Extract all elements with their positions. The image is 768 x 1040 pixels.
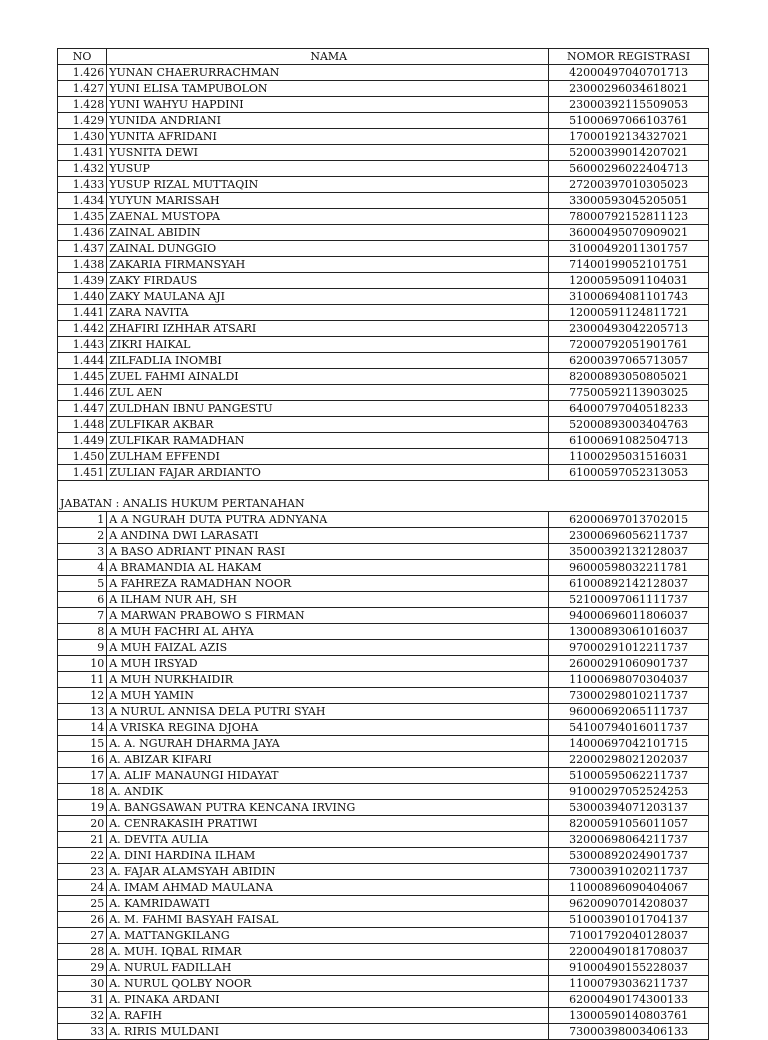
table-row	[58, 944, 709, 960]
registration-sheet	[57, 48, 709, 1040]
table-row	[58, 193, 709, 209]
row-no: 16	[58, 752, 107, 768]
row-nama: YUNITA AFRIDANI	[107, 129, 549, 145]
row-no: 1.436	[58, 225, 107, 241]
row-no: 6	[58, 592, 107, 608]
row-no: 7	[58, 608, 107, 624]
row-nomor-registrasi: 51000390101704137	[549, 912, 709, 928]
table-row	[58, 592, 709, 608]
row-no: 21	[58, 832, 107, 848]
row-nama: YUNAN CHAERURRACHMAN	[107, 65, 549, 81]
row-no: 15	[58, 736, 107, 752]
row-no: 25	[58, 896, 107, 912]
row-nama: A VRISKA REGINA DJOHA	[107, 720, 549, 736]
table-row	[58, 976, 709, 992]
row-nama: ZULHAM EFFENDI	[107, 449, 549, 465]
row-nama: A FAHREZA RAMADHAN NOOR	[107, 576, 549, 592]
row-nomor-registrasi: 23000493042205713	[549, 321, 709, 337]
row-nomor-registrasi: 51000697066103761	[549, 113, 709, 129]
row-nama: A. MUH. IQBAL RIMAR	[107, 944, 549, 960]
registration-table	[57, 48, 709, 1040]
row-nama: A. ANDIK	[107, 784, 549, 800]
row-nomor-registrasi: 13000590140803761	[549, 1008, 709, 1024]
table-row	[58, 433, 709, 449]
row-nomor-registrasi: 31000492011301757	[549, 241, 709, 257]
row-no: 28	[58, 944, 107, 960]
row-nomor-registrasi: 11000698070304037	[549, 672, 709, 688]
table-row	[58, 832, 709, 848]
row-no: 1.440	[58, 289, 107, 305]
row-no: 32	[58, 1008, 107, 1024]
row-nama: YUSUP RIZAL MUTTAQIN	[107, 177, 549, 193]
table-row	[58, 465, 709, 481]
row-nama: A BASO ADRIANT PINAN RASI	[107, 544, 549, 560]
row-nomor-registrasi: 11000295031516031	[549, 449, 709, 465]
row-nama: A MARWAN PRABOWO S FIRMAN	[107, 608, 549, 624]
row-nama: YUSNITA DEWI	[107, 145, 549, 161]
row-nomor-registrasi: 91000297052524253	[549, 784, 709, 800]
row-nama: ZAENAL MUSTOPA	[107, 209, 549, 225]
table-row	[58, 129, 709, 145]
row-no: 18	[58, 784, 107, 800]
table-row	[58, 113, 709, 129]
row-no: 30	[58, 976, 107, 992]
row-nama: ZAINAL DUNGGIO	[107, 241, 549, 257]
table-row	[58, 257, 709, 273]
table-row	[58, 608, 709, 624]
row-nomor-registrasi: 52100097061111737	[549, 592, 709, 608]
row-no: 11	[58, 672, 107, 688]
row-nama: A. CENRAKASIH PRATIWI	[107, 816, 549, 832]
row-no: 1.447	[58, 401, 107, 417]
row-no: 33	[58, 1024, 107, 1040]
row-nomor-registrasi: 62000397065713057	[549, 353, 709, 369]
row-nomor-registrasi: 32000698064211737	[549, 832, 709, 848]
row-no: 23	[58, 864, 107, 880]
row-nama: ZULFIKAR AKBAR	[107, 417, 549, 433]
row-nomor-registrasi: 12000595091104031	[549, 273, 709, 289]
row-no: 17	[58, 768, 107, 784]
row-no: 1.429	[58, 113, 107, 129]
row-nama: A. M. FAHMI BASYAH FAISAL	[107, 912, 549, 928]
row-no: 2	[58, 528, 107, 544]
row-nomor-registrasi: 56000296022404713	[549, 161, 709, 177]
row-nama: A. PINAKA ARDANI	[107, 992, 549, 1008]
row-nomor-registrasi: 36000495070909021	[549, 225, 709, 241]
row-nama: YUNI ELISA TAMPUBOLON	[107, 81, 549, 97]
row-nomor-registrasi: 13000893061016037	[549, 624, 709, 640]
table-row	[58, 960, 709, 976]
row-nama: A ILHAM NUR AH, SH	[107, 592, 549, 608]
row-nama: ZAKARIA FIRMANSYAH	[107, 257, 549, 273]
row-nomor-registrasi: 53000394071203137	[549, 800, 709, 816]
table-row	[58, 784, 709, 800]
row-nomor-registrasi: 23000696056211737	[549, 528, 709, 544]
row-nama: ZULDHAN IBNU PANGESTU	[107, 401, 549, 417]
row-nomor-registrasi: 73000298010211737	[549, 688, 709, 704]
table-row	[58, 704, 709, 720]
row-nomor-registrasi: 96200907014208037	[549, 896, 709, 912]
row-no: 1.446	[58, 385, 107, 401]
row-no: 1.435	[58, 209, 107, 225]
row-no: 1.448	[58, 417, 107, 433]
row-nama: A. MATTANGKILANG	[107, 928, 549, 944]
table-row	[58, 81, 709, 97]
table-row	[58, 624, 709, 640]
row-no: 27	[58, 928, 107, 944]
row-nama: A MUH FACHRI AL AHYA	[107, 624, 549, 640]
table-row	[58, 672, 709, 688]
row-nomor-registrasi: 91000490155228037	[549, 960, 709, 976]
row-no: 1.449	[58, 433, 107, 449]
table-row	[58, 161, 709, 177]
row-nama: A A NGURAH DUTA PUTRA ADNYANA	[107, 512, 549, 528]
table-row	[58, 848, 709, 864]
row-nama: A. RAFIH	[107, 1008, 549, 1024]
row-nama: A. FAJAR ALAMSYAH ABIDIN	[107, 864, 549, 880]
row-no: 1.442	[58, 321, 107, 337]
row-no: 1.431	[58, 145, 107, 161]
table-row	[58, 145, 709, 161]
row-nama: ZIKRI HAIKAL	[107, 337, 549, 353]
row-no: 1.441	[58, 305, 107, 321]
row-nomor-registrasi: 17000192134327021	[549, 129, 709, 145]
row-nomor-registrasi: 11000793036211737	[549, 976, 709, 992]
table-row	[58, 576, 709, 592]
spacer-cell	[58, 481, 709, 497]
row-no: 1.427	[58, 81, 107, 97]
row-nama: A. RIRIS MULDANI	[107, 1024, 549, 1040]
row-nomor-registrasi: 77500592113903025	[549, 385, 709, 401]
row-no: 19	[58, 800, 107, 816]
row-no: 1.432	[58, 161, 107, 177]
row-nama: A ANDINA DWI LARASATI	[107, 528, 549, 544]
row-nomor-registrasi: 61000597052313053	[549, 465, 709, 481]
row-nomor-registrasi: 72000792051901761	[549, 337, 709, 353]
row-nomor-registrasi: 11000896090404067	[549, 880, 709, 896]
row-no: 1.428	[58, 97, 107, 113]
row-nomor-registrasi: 82000591056011057	[549, 816, 709, 832]
row-nama: YUNIDA ANDRIANI	[107, 113, 549, 129]
row-nomor-registrasi: 33000593045205051	[549, 193, 709, 209]
table-row	[58, 321, 709, 337]
table-row	[58, 800, 709, 816]
table-row	[58, 209, 709, 225]
row-nama: ZUL AEN	[107, 385, 549, 401]
row-nomor-registrasi: 73000398003406133	[549, 1024, 709, 1040]
table-row	[58, 992, 709, 1008]
row-nama: YUNI WAHYU HAPDINI	[107, 97, 549, 113]
row-nama: YUSUP	[107, 161, 549, 177]
row-nomor-registrasi: 26000291060901737	[549, 656, 709, 672]
row-nomor-registrasi: 22000490181708037	[549, 944, 709, 960]
section-row	[58, 496, 709, 512]
row-nama: A. BANGSAWAN PUTRA KENCANA IRVING	[107, 800, 549, 816]
row-nomor-registrasi: 64000797040518233	[549, 401, 709, 417]
row-nama: ZUEL FAHMI AINALDI	[107, 369, 549, 385]
table-row	[58, 528, 709, 544]
row-nomor-registrasi: 35000392132128037	[549, 544, 709, 560]
row-no: 1.430	[58, 129, 107, 145]
row-nomor-registrasi: 23000392115509053	[549, 97, 709, 113]
table-row	[58, 560, 709, 576]
row-nomor-registrasi: 71001792040128037	[549, 928, 709, 944]
row-no: 1.439	[58, 273, 107, 289]
row-nomor-registrasi: 97000291012211737	[549, 640, 709, 656]
row-nomor-registrasi: 27200397010305023	[549, 177, 709, 193]
table-row	[58, 896, 709, 912]
table-row	[58, 97, 709, 113]
row-no: 22	[58, 848, 107, 864]
row-nama: ZAKY FIRDAUS	[107, 273, 549, 289]
row-no: 4	[58, 560, 107, 576]
table-row	[58, 353, 709, 369]
table-row	[58, 65, 709, 81]
section-title: JABATAN : ANALIS HUKUM PERTANAHAN	[58, 496, 709, 512]
table-row	[58, 1024, 709, 1040]
row-nama: A MUH YAMIN	[107, 688, 549, 704]
row-nama: A MUH FAIZAL AZIS	[107, 640, 549, 656]
row-nama: YUYUN MARISSAH	[107, 193, 549, 209]
spacer-row	[58, 481, 709, 497]
row-no: 1.426	[58, 65, 107, 81]
row-no: 1	[58, 512, 107, 528]
row-no: 1.434	[58, 193, 107, 209]
row-nama: A. NURUL FADILLAH	[107, 960, 549, 976]
row-nomor-registrasi: 96000692065111737	[549, 704, 709, 720]
row-nomor-registrasi: 51000595062211737	[549, 768, 709, 784]
row-nama: A. DINI HARDINA ILHAM	[107, 848, 549, 864]
row-nama: A MUH NURKHAIDIR	[107, 672, 549, 688]
table-row	[58, 1008, 709, 1024]
table-row	[58, 241, 709, 257]
row-nama: ZARA NAVITA	[107, 305, 549, 321]
row-nomor-registrasi: 61000691082504713	[549, 433, 709, 449]
row-nomor-registrasi: 22000298021202037	[549, 752, 709, 768]
table-row	[58, 656, 709, 672]
row-nama: A BRAMANDIA AL HAKAM	[107, 560, 549, 576]
table-row	[58, 385, 709, 401]
row-nomor-registrasi: 52000399014207021	[549, 145, 709, 161]
row-nama: ZILFADLIA INOMBI	[107, 353, 549, 369]
row-no: 3	[58, 544, 107, 560]
row-no: 1.444	[58, 353, 107, 369]
row-no: 20	[58, 816, 107, 832]
row-no: 13	[58, 704, 107, 720]
table-row	[58, 912, 709, 928]
row-nama: A. A. NGURAH DHARMA JAYA	[107, 736, 549, 752]
table-row	[58, 273, 709, 289]
table-row	[58, 864, 709, 880]
table-body	[58, 49, 709, 1040]
table-row	[58, 640, 709, 656]
table-row	[58, 720, 709, 736]
row-nomor-registrasi: 23000296034618021	[549, 81, 709, 97]
row-no: 31	[58, 992, 107, 1008]
row-no: 14	[58, 720, 107, 736]
row-nama: A. KAMRIDAWATI	[107, 896, 549, 912]
row-nama: A MUH IRSYAD	[107, 656, 549, 672]
header-nomor-registrasi: NOMOR REGISTRASI	[549, 49, 709, 65]
row-no: 1.450	[58, 449, 107, 465]
row-nomor-registrasi: 12000591124811721	[549, 305, 709, 321]
table-row	[58, 337, 709, 353]
row-nama: ZAKY MAULANA AJI	[107, 289, 549, 305]
table-row	[58, 736, 709, 752]
row-nomor-registrasi: 62000490174300133	[549, 992, 709, 1008]
table-header-row	[58, 49, 709, 65]
table-row	[58, 880, 709, 896]
row-nama: ZULFIKAR RAMADHAN	[107, 433, 549, 449]
table-row	[58, 417, 709, 433]
row-nomor-registrasi: 52000893003404763	[549, 417, 709, 433]
table-row	[58, 369, 709, 385]
row-no: 1.438	[58, 257, 107, 273]
table-row	[58, 544, 709, 560]
table-row	[58, 768, 709, 784]
row-no: 5	[58, 576, 107, 592]
row-no: 9	[58, 640, 107, 656]
row-nama: A. DEVITA AULIA	[107, 832, 549, 848]
row-nomor-registrasi: 53000892024901737	[549, 848, 709, 864]
table-row	[58, 225, 709, 241]
row-no: 1.443	[58, 337, 107, 353]
row-no: 24	[58, 880, 107, 896]
table-row	[58, 177, 709, 193]
row-nomor-registrasi: 73000391020211737	[549, 864, 709, 880]
row-nama: ZHAFIRI IZHHAR ATSARI	[107, 321, 549, 337]
row-no: 8	[58, 624, 107, 640]
header-nama: NAMA	[107, 49, 549, 65]
table-row	[58, 449, 709, 465]
row-nama: A NURUL ANNISA DELA PUTRI SYAH	[107, 704, 549, 720]
row-nomor-registrasi: 14000697042101715	[549, 736, 709, 752]
row-nomor-registrasi: 96000598032211781	[549, 560, 709, 576]
row-nomor-registrasi: 71400199052101751	[549, 257, 709, 273]
row-nama: A. IMAM AHMAD MAULANA	[107, 880, 549, 896]
table-row	[58, 928, 709, 944]
table-row	[58, 512, 709, 528]
row-nomor-registrasi: 42000497040701713	[549, 65, 709, 81]
row-nomor-registrasi: 78000792152811123	[549, 209, 709, 225]
row-no: 1.445	[58, 369, 107, 385]
row-no: 26	[58, 912, 107, 928]
table-row	[58, 401, 709, 417]
row-no: 29	[58, 960, 107, 976]
row-no: 1.451	[58, 465, 107, 481]
table-row	[58, 752, 709, 768]
row-nomor-registrasi: 82000893050805021	[549, 369, 709, 385]
row-no: 1.437	[58, 241, 107, 257]
row-nomor-registrasi: 94000696011806037	[549, 608, 709, 624]
row-nama: A. ABIZAR KIFARI	[107, 752, 549, 768]
row-nomor-registrasi: 54100794016011737	[549, 720, 709, 736]
row-no: 12	[58, 688, 107, 704]
row-nomor-registrasi: 62000697013702015	[549, 512, 709, 528]
table-row	[58, 688, 709, 704]
row-no: 10	[58, 656, 107, 672]
row-nama: ZULIAN FAJAR ARDIANTO	[107, 465, 549, 481]
row-nama: ZAINAL ABIDIN	[107, 225, 549, 241]
row-no: 1.433	[58, 177, 107, 193]
table-row	[58, 289, 709, 305]
row-nama: A. ALIF MANAUNGI HIDAYAT	[107, 768, 549, 784]
row-nomor-registrasi: 31000694081101743	[549, 289, 709, 305]
header-no: NO	[58, 49, 107, 65]
row-nama: A. NURUL QOLBY NOOR	[107, 976, 549, 992]
table-row	[58, 816, 709, 832]
table-row	[58, 305, 709, 321]
row-nomor-registrasi: 61000892142128037	[549, 576, 709, 592]
